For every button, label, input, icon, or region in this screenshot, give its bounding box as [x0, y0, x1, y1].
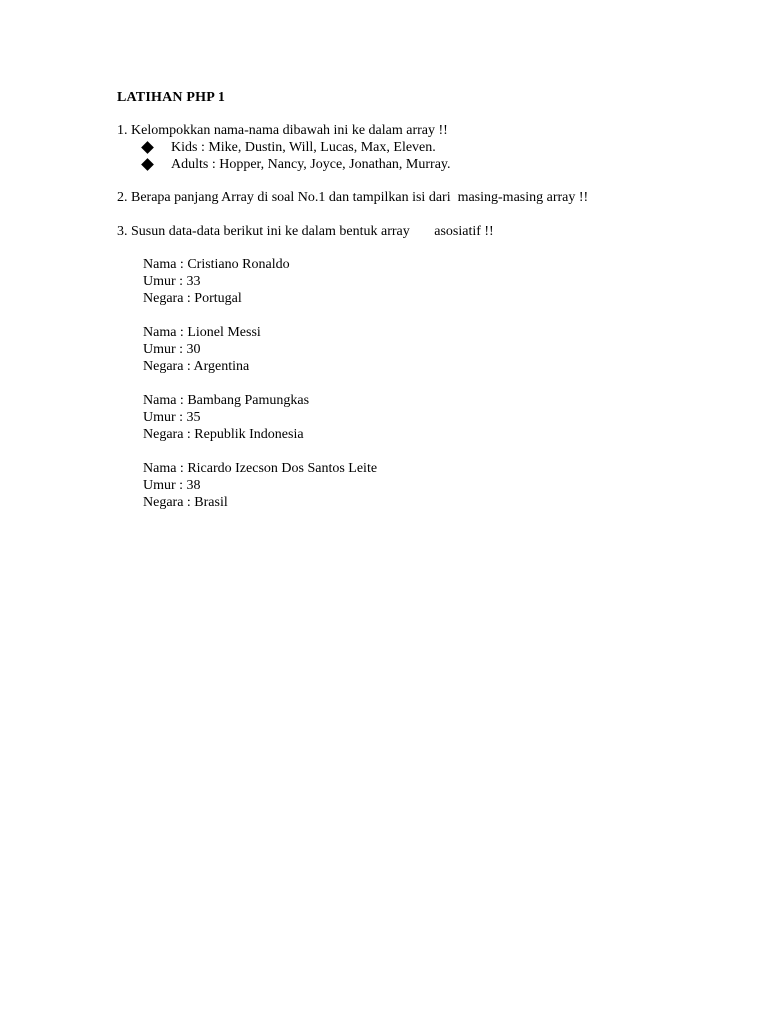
question-2: 2. Berapa panjang Array di soal No.1 dan tampilkan isi dari masing-masing array !! [117, 190, 589, 205]
record-block [143, 256, 377, 307]
question-1: 1. Kelompokkan nama-nama dibawah ini ke dalam array !! [117, 123, 448, 138]
record-umur: Umur : 35 [143, 410, 201, 425]
diamond-bullet-icon [141, 141, 154, 154]
record-negara: Negara : Portugal [143, 291, 242, 306]
record-umur: Umur : 38 [143, 478, 201, 493]
record-umur: Umur : 30 [143, 342, 201, 357]
list-item [141, 156, 451, 173]
record-umur: Umur : 33 [143, 274, 201, 289]
diamond-bullet-icon [141, 158, 154, 171]
record-block [143, 392, 377, 443]
record-block [143, 460, 377, 511]
record-nama: Nama : Lionel Messi [143, 325, 261, 340]
record-block [143, 324, 377, 375]
records-list [143, 256, 377, 528]
record-nama: Nama : Ricardo Izecson Dos Santos Leite [143, 461, 378, 476]
record-nama: Nama : Cristiano Ronaldo [143, 257, 290, 272]
bullet-text-adults: Adults : Hopper, Nancy, Joyce, Jonathan, Murray. [171, 157, 451, 172]
record-negara: Negara : Republik Indonesia [143, 427, 304, 442]
bullet-text-kids: Kids : Mike, Dustin, Will, Lucas, Max, Eleven. [171, 140, 436, 155]
bullet-list [141, 139, 451, 173]
document-title: LATIHAN PHP 1 [117, 90, 226, 105]
list-item [141, 139, 451, 156]
record-negara: Negara : Brasil [143, 495, 228, 510]
record-nama: Nama : Bambang Pamungkas [143, 393, 310, 408]
question-3: 3. Susun data-data berikut ini ke dalam bentuk array asosiatif !! [117, 224, 494, 239]
record-negara: Negara : Argentina [143, 359, 250, 374]
